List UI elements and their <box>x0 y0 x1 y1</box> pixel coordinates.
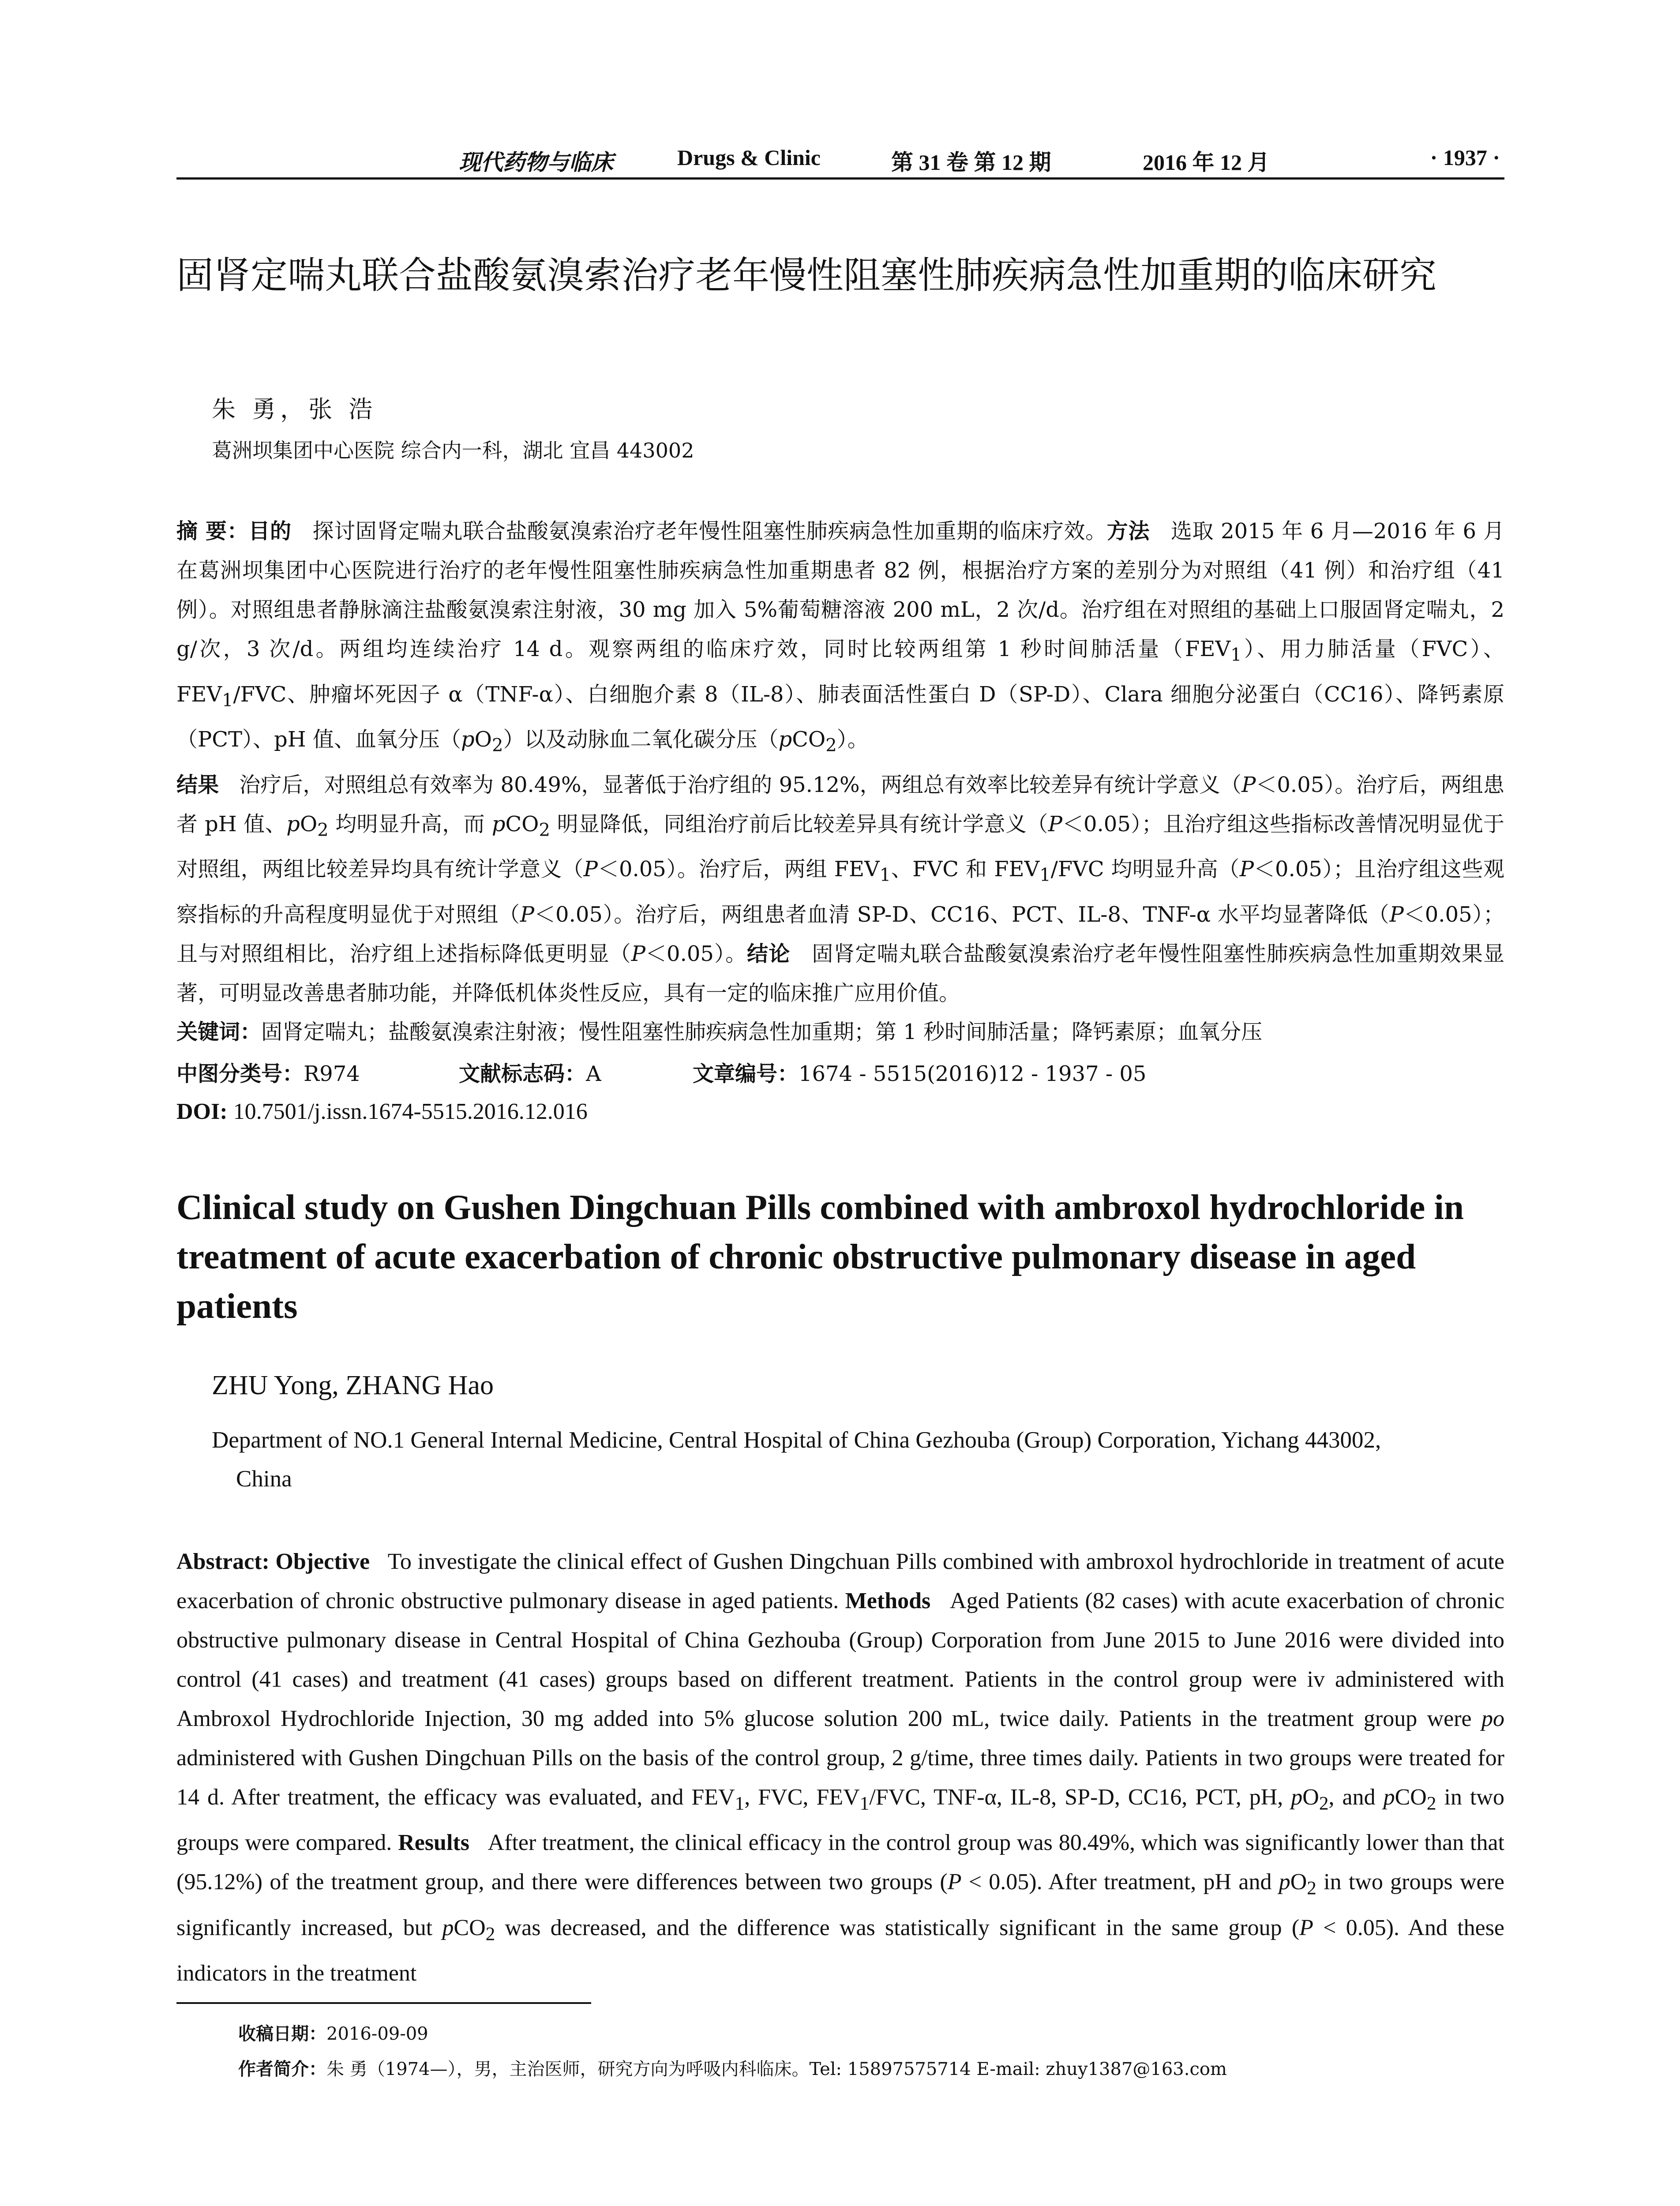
doi-line <box>176 1099 588 1125</box>
abstract-cn <box>176 512 1504 1013</box>
results-text-cn: ＜0.05）；且与对照组相比，治疗组上述指标降低更明显（ <box>176 902 1504 966</box>
methods-text-cn: 选取 2015 年 6 月—2016 年 6 月在葛洲坝集团中心医院进行治疗的老年慢性阻塞性肺疾病急性加重期患者 82 例，根据治疗方案的差别分为对照组（41 例）和治疗组（41 例）。对照组患者静脉滴注盐酸氨溴索注射液，30 mg 加入 5%葡萄糖溶液 200 mL，2 次/d。治疗组在对照组的基础上口服固肾定喘丸，2 g/次，3 次/d。两组均连续治疗 14 d。观察两组的临床疗效，同时比较两组第 1 秒时间肺活量（FEV <box>176 519 1504 661</box>
authors-cn: 朱 勇，张 浩 <box>212 395 377 423</box>
keywords-cn <box>176 1015 1504 1045</box>
running-header <box>176 140 1504 176</box>
symbol-p: p <box>461 727 475 752</box>
affiliation-en-line1: Department of NO.1 General Internal Medicine, Central Hospital of China Gezhouba (Group) Corporation, Yichang 443002, <box>212 1427 1381 1453</box>
results-text-cn: ＜0.05）。治疗后，两组患者 pH 值、 <box>176 772 1504 837</box>
journal-name-cn: 现代药物与临床 <box>459 150 613 175</box>
methods-text-en: administered with Gushen Dingchuan Pills on the basis of the control group, 2 g/time, three times daily. Patients in two groups were treated for 14 d. After treatment, the efficacy was evaluated, and FEV <box>176 1745 1504 1810</box>
results-text-cn: ＜0.05）。治疗后，两组患者血清 SP-D、CC16、PCT、IL-8、TNF-α 水平均显著降低（ <box>534 902 1390 927</box>
methods-text-en: in two groups were compared. <box>176 1785 1504 1856</box>
doc-code-field <box>459 1057 601 1087</box>
symbol-co: CO <box>505 811 539 837</box>
symbol-o: O <box>1290 1869 1307 1895</box>
symbol-p: p <box>1279 1869 1290 1895</box>
received-date <box>238 2020 428 2045</box>
subscript: 2 <box>1426 1793 1436 1814</box>
symbol-p-value: P <box>520 902 535 927</box>
methods-text-en: , FVC, FEV <box>744 1785 860 1810</box>
abstract-lead-en: Abstract: Objective <box>176 1549 370 1574</box>
results-text-cn: 均明显升高，而 <box>328 811 492 837</box>
results-text-en: After treatment, the clinical efficacy in the control group was 80.49%, which was significantly lower than that (95.12%) of the treatment group, and there were differences between two groups ( <box>176 1830 1505 1895</box>
results-text-cn: ＜0.05）；且治疗组这些观察指标的升高程度明显优于对照组（ <box>176 857 1504 927</box>
subscript: 2 <box>1307 1877 1316 1899</box>
symbol-p-value: P <box>1048 811 1062 837</box>
subscript: 1 <box>1230 645 1242 665</box>
subscript: 2 <box>317 820 329 840</box>
results-text-cn: /FVC 均明显升高（ <box>1050 857 1240 882</box>
keywords-label: 关键词： <box>176 1020 262 1044</box>
subscript: 1 <box>859 1793 870 1814</box>
symbol-co: CO <box>1395 1785 1427 1810</box>
symbol-p-value: P <box>947 1869 962 1895</box>
conclusion-text-cn: 固肾定喘丸联合盐酸氨溴索治疗老年慢性阻塞性肺疾病急性加重期效果显著，可明显改善患者肺功能，并降低机体炎性反应，具有一定的临床推广应用价值。 <box>176 941 1504 1005</box>
bio-label: 作者简介： <box>238 2059 326 2079</box>
results-text-en: in two groups were significantly increased, but <box>176 1869 1505 1940</box>
symbol-co: CO <box>792 727 826 752</box>
methods-text-en: /FVC, TNF-α, IL-8, SP-D, CC16, PCT, pH, <box>869 1785 1291 1810</box>
methods-text-en: , and <box>1328 1785 1384 1810</box>
methods-text-en: Aged Patients (82 cases) with acute exacerbation of chronic obstructive pulmonary disease in Central Hospital of China Gezhouba (Group) Corporation from June 2015 to June 2016 were divided into control (41 cases) and treatment (41 cases) groups based on different treatment. Patients in the control group were iv administered with Ambroxol Hydrochloride Injection, 30 mg added into 5% glucose solution 200 mL, twice daily. Patients in the treatment group were <box>176 1588 1505 1731</box>
objective-text-cn: 探讨固肾定喘丸联合盐酸氨溴索治疗老年慢性阻塞性肺疾病急性加重期的临床疗效。 <box>312 519 1107 544</box>
methods-label-en: Methods <box>845 1588 931 1613</box>
results-text-en: was decreased, and the difference was statistically significant in the same group ( <box>495 1915 1300 1940</box>
affiliation-en-line2: China <box>236 1466 292 1492</box>
symbol-p: p <box>442 1915 454 1940</box>
symbol-o: O <box>300 811 318 837</box>
symbol-o: O <box>474 727 492 752</box>
abstract-en <box>176 1542 1504 1993</box>
symbol-p: p <box>286 811 300 837</box>
objective-label-cn: 目的 <box>248 519 292 544</box>
results-text-cn: ＜0.05）；且治疗组这些指标改善情况明显优于对照组，两组比较差异均具有统计学意义（ <box>176 811 1504 882</box>
symbol-p-value: P <box>1239 857 1254 882</box>
doi-value: 10.7501/j.issn.1674-5515.2016.12.016 <box>233 1099 588 1124</box>
symbol-p-value: P <box>631 941 646 966</box>
results-text-cn: ＜0.05）。 <box>645 941 747 966</box>
authors-en: ZHU Yong, ZHANG Hao <box>212 1370 494 1400</box>
methods-text-cn: ）以及动脉血二氧化碳分压（ <box>503 727 779 752</box>
doc-code-label: 文献标志码： <box>459 1062 586 1086</box>
results-label-cn: 结果 <box>176 772 219 797</box>
symbol-p-value: P <box>1241 772 1256 797</box>
symbol-p: p <box>1291 1785 1303 1810</box>
subscript: 2 <box>825 735 837 756</box>
affiliation-cn: 葛洲坝集团中心医院 综合内一科，湖北 宜昌 443002 <box>212 439 694 462</box>
page-number: · 1937 · <box>1430 145 1500 170</box>
article-no-label: 文章编号： <box>693 1062 799 1086</box>
doc-code-value: A <box>586 1062 601 1086</box>
article-no-field <box>693 1057 1146 1087</box>
symbol-p-value: P <box>583 857 598 882</box>
author-bio <box>238 2055 1227 2080</box>
header-rule <box>176 177 1504 180</box>
footnote-rule <box>176 2002 591 2004</box>
bio-text: 朱 勇（1974—），男，主治医师，研究方向为呼吸内科临床。Tel: 15897575714 E-mail: zhuy1387@163.com <box>326 2059 1227 2079</box>
clc-label: 中图分类号： <box>176 1062 304 1086</box>
title-cn: 固肾定喘丸联合盐酸氨溴索治疗老年慢性阻塞性肺疾病急性加重期的临床研究 <box>176 254 1437 297</box>
abstract-lead-cn: 摘 要： <box>176 519 249 544</box>
subscript: 1 <box>735 1793 745 1814</box>
subscript: 2 <box>485 1923 495 1945</box>
clc-value: R974 <box>304 1062 360 1086</box>
keywords-text: 固肾定喘丸；盐酸氨溴索注射液；慢性阻塞性肺疾病急性加重期；第 1 秒时间肺活量；降钙素原；血氧分压 <box>261 1020 1263 1044</box>
subscript: 2 <box>1319 1793 1329 1814</box>
results-label-en: Results <box>398 1830 469 1856</box>
received-value: 2016-09-09 <box>326 2024 428 2044</box>
symbol-p: p <box>1383 1785 1395 1810</box>
results-text-cn: 明显降低，同组治疗前后比较差异具有统计学意义（ <box>550 811 1048 837</box>
symbol-o: O <box>1302 1785 1319 1810</box>
methods-text-cn: ）、用力肺活量（FVC）、FEV <box>176 637 1504 707</box>
methods-text-cn: /FVC、肿瘤坏死因子 α（TNF-α）、白细胞介素 8（IL-8）、肺表面活性蛋白 D（SP-D）、Clara 细胞分泌蛋白（CC16）、降钙素原（PCT）、pH 值、血氧分压（ <box>176 682 1504 752</box>
symbol-p-value: P <box>1389 902 1404 927</box>
symbol-co: CO <box>454 1915 486 1940</box>
volume-issue: 第 31 卷 第 12 期 <box>891 150 1051 175</box>
journal-name-en: Drugs & Clinic <box>677 145 821 170</box>
clc-field <box>176 1057 360 1087</box>
results-text-cn: 、FVC 和 FEV <box>891 857 1040 882</box>
results-text-en: < 0.05). After treatment, pH and <box>961 1869 1279 1895</box>
subscript: 2 <box>539 820 550 840</box>
conclusion-label-cn: 结论 <box>747 941 791 966</box>
received-label: 收稿日期： <box>238 2024 326 2044</box>
subscript: 1 <box>222 690 233 711</box>
objective-text-en: To investigate the clinical effect of Gushen Dingchuan Pills combined with ambroxol hydrochloride in treatment of acute exacerbation of chronic obstructive pulmonary disease in aged patients. <box>176 1549 1504 1613</box>
article-no-value: 1674 - 5515(2016)12 - 1937 - 05 <box>799 1062 1147 1086</box>
symbol-p: p <box>491 811 506 837</box>
subscript: 2 <box>491 735 503 756</box>
results-text-cn: ＜0.05）。治疗后，两组 FEV <box>597 857 880 882</box>
title-en: Clinical study on Gushen Dingchuan Pills combined with ambroxol hydrochloride in treatment of acute exacerbation of chronic obstructive pulmonary disease in aged patients <box>176 1187 1464 1326</box>
affiliation-en <box>212 1421 1504 1498</box>
subscript: 1 <box>1039 865 1051 885</box>
methods-label-cn: 方法 <box>1106 519 1150 544</box>
methods-text-cn: ）。 <box>836 727 869 752</box>
results-text-cn: 治疗后，对照组总有效率为 80.49%，显著低于治疗组的 95.12%，两组总有效率比较差异有统计学意义（ <box>239 772 1242 797</box>
po-abbrev: po <box>1481 1706 1504 1731</box>
subscript: 1 <box>879 865 891 885</box>
symbol-p: p <box>778 727 792 752</box>
symbol-p-value: P <box>1299 1915 1313 1940</box>
issue-date: 2016 年 12 月 <box>1143 150 1270 175</box>
results-text-en: < 0.05). And these indicators in the treatment <box>176 1915 1505 1986</box>
doi-label: DOI: <box>176 1099 228 1124</box>
